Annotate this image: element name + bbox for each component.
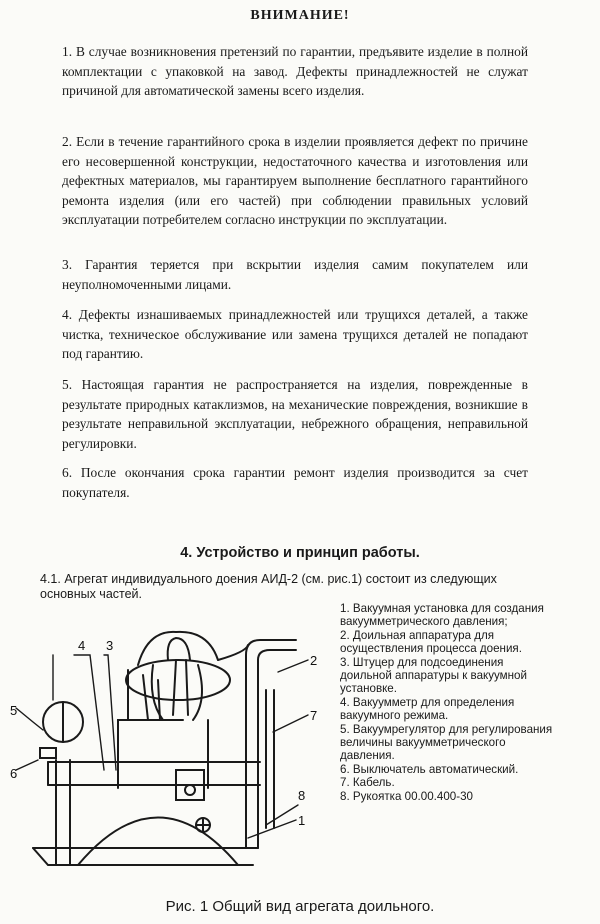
warranty-paragraph-5: 5. Настоящая гарантия не распространяется на изделия, поврежденные в результате природных катаклизмов, на механические повреждения, возникшие в результате неправильной эксплуатации, небрежного обращения, неправильной регулировки. [62, 377, 528, 451]
diagram-label-7: 7 [310, 708, 318, 723]
parts-list-item: 2. Доильная аппаратура для осуществления процесса доения. [340, 628, 522, 656]
milking-unit-diagram [8, 620, 328, 890]
warranty-paragraph-4: 4. Дефекты изнашиваемых принадлежностей или трущихся деталей, а также чистка, техническое обслуживание или замена трущихся деталей не попадают под гарантию. [62, 307, 528, 362]
section-heading: 4. Устройство и принцип работы. [180, 545, 420, 561]
parts-list [340, 602, 558, 803]
warranty-paragraph-3: 3. Гарантия теряется при вскрытии изделия самим покупателем или неуполномоченными лицами. [62, 257, 528, 292]
diagram-label-8: 8 [298, 788, 306, 803]
diagram-label-4: 4 [78, 638, 86, 653]
parts-list-item: 1. Вакуумная установка для создания вакуумметрического давления; [340, 602, 544, 629]
warranty-paragraph-1: 1. В случае возникновения претензий по гарантии, предъявите изделие в полной комплектации с упаковкой на завод. Дефекты принадлежностей не служат причиной для автоматической замены всего изделия. [62, 44, 528, 99]
parts-list-item: 6. Выключатель автоматический. [340, 762, 519, 776]
parts-list-item: 3. Штуцер для подсоединения доильной аппаратуры к вакуумной установке. [340, 655, 527, 696]
diagram-label-3: 3 [106, 638, 114, 653]
diagram-label-5: 5 [10, 703, 18, 718]
diagram-label-2: 2 [310, 653, 318, 668]
warranty-paragraph-2: 2. Если в течение гарантийного срока в изделии проявляется дефект по причине его несовершенной конструкции, недостаточного качества и изготовления или дефектных материалов, мы гарантируем выполнение бесплатного гарантийного ремонта изделия (или его частей) при соблюдении правильных условий эксплуатации потребителем согласно инструкции по эксплуатации. [62, 134, 528, 228]
parts-list-item: 7. Кабель. [340, 776, 395, 790]
figure-caption: Рис. 1 Общий вид агрегата доильного. [165, 898, 435, 915]
warranty-paragraph-6: 6. После окончания срока гарантии ремонт изделия производится за счет покупателя. [62, 465, 528, 500]
parts-list-item: 5. Вакуумрегулятор для регулирования величины вакуумметрического давления. [340, 722, 553, 763]
parts-list-item: 4. Вакуумметр для определения вакуумного режима. [340, 695, 515, 723]
warning-title: ВНИМАНИЕ! [250, 8, 350, 23]
diagram-label-1: 1 [298, 813, 306, 828]
section-intro: 4.1. Агрегат индивидуального доения АИД-2 (см. рис.1) состоит из следующих основных частей. [40, 572, 497, 601]
diagram-label-6: 6 [10, 766, 18, 781]
parts-list-item: 8. Рукоятка 00.00.400-30 [340, 789, 473, 803]
